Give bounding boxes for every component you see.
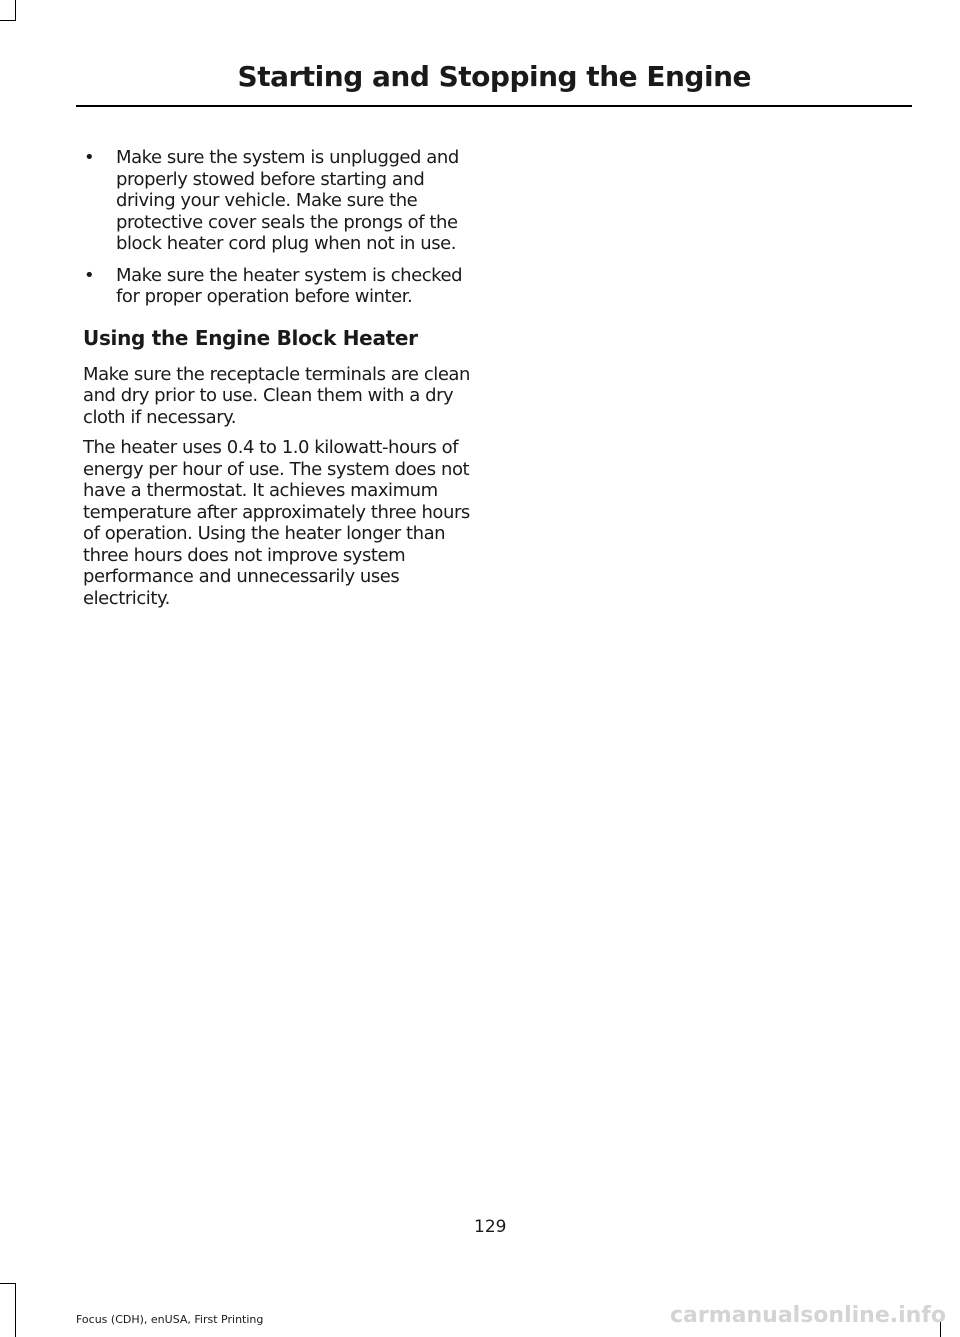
page-number: 129 — [474, 1217, 507, 1237]
bullet-text: Make sure the heater system is checked for proper operation before winter. — [116, 264, 463, 307]
crop-mark — [0, 1283, 16, 1284]
list-item — [83, 265, 478, 308]
edition-note: Focus (CDH), enUSA, First Printing — [76, 1313, 264, 1326]
list-item — [83, 147, 478, 255]
bullet-marker: • — [84, 147, 95, 168]
bullet-text: Make sure the system is unplugged and properly stowed before starting and driving your vehicle. Make sure the protective cover seals the prongs of the block heater cord plug when not in use. — [116, 147, 459, 254]
header-divider — [76, 105, 912, 107]
content-column — [83, 147, 478, 618]
bullet-list — [83, 147, 478, 308]
crop-mark — [0, 20, 16, 21]
page-title: Starting and Stopping the Engine — [237, 60, 751, 93]
watermark: carmanualsonline.info — [670, 1303, 946, 1328]
bullet-marker: • — [84, 264, 95, 286]
paragraph: The heater uses 0.4 to 1.0 kilowatt-hours of energy per hour of use. The system does not have a thermostat. It achieves maximum temperature after approximately three hours of operation. Using the heater longer than three hours does not improve system performance and unnecessarily uses electricity. — [83, 437, 470, 609]
paragraph: Make sure the receptacle terminals are clean and dry prior to use. Clean them with a dry cloth if necessary. — [83, 363, 470, 428]
crop-mark — [15, 1283, 16, 1337]
section-heading: Using the Engine Block Heater — [83, 325, 418, 350]
crop-mark — [15, 0, 16, 20]
